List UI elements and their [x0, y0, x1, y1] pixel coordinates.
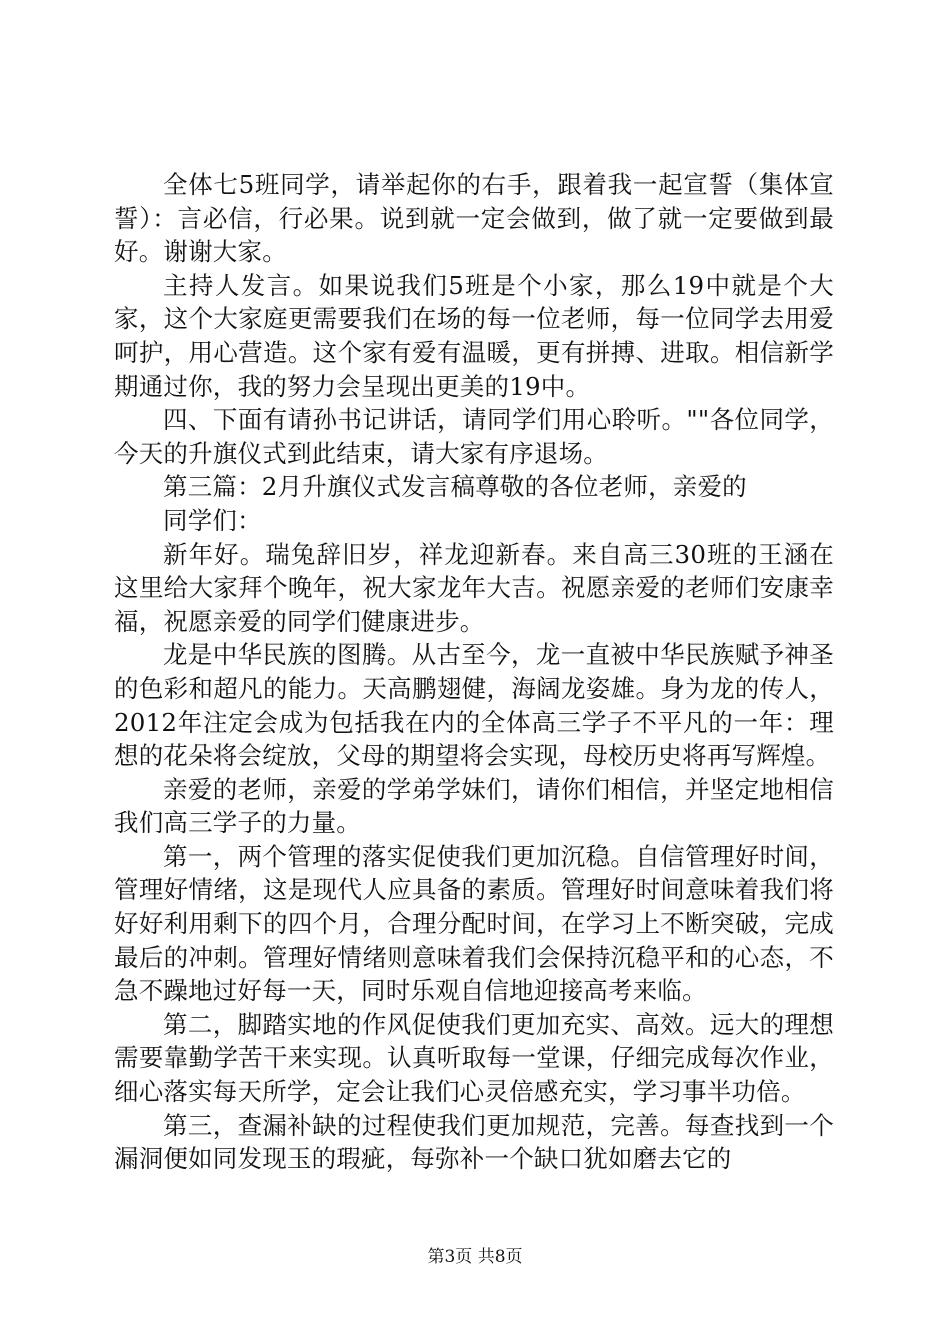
paragraph: 第一，两个管理的落实促使我们更加沉稳。自信管理好时间，管理好情绪，这是现代人应具备的素质。管理好时间意味着我们将好好利用剩下的四个月，合理分配时间，在学习上不断突破，完成最后的冲刺。管理好情绪则意味着我们会保持沉稳平和的心态，不急不躁地过好每一天，同时乐观自信地迎接高考来临。 [114, 841, 834, 1006]
paragraph: 新年好。瑞兔辞旧岁，祥龙迎新春。来自高三30班的王涵在这里给大家拜个晚年，祝大家龙年大吉。祝愿亲爱的老师们安康幸福，祝愿亲爱的同学们健康进步。 [114, 539, 834, 636]
paragraph: 全体七5班同学，请举起你的右手，跟着我一起宣誓（集体宣誓）：言必信，行必果。说到就一定会做到，做了就一定要做到最好。谢谢大家。 [114, 170, 834, 267]
paragraph: 亲爱的老师，亲爱的学弟学妹们，请你们相信，并坚定地相信我们高三学子的力量。 [114, 774, 834, 838]
paragraph: 主持人发言。如果说我们5班是个小家，那么19中就是个大家，这个大家庭更需要我们在场的每一位老师，每一位同学去用爱呵护，用心营造。这个家有爱有温暖，更有拼搏、进取。相信新学期通过你，我的努力会呈现出更美的19中。 [114, 270, 834, 401]
paragraph: 第二，脚踏实地的作风促使我们更加充实、高效。远大的理想需要靠勤学苦干来实现。认真听取每一堂课，仔细完成每次作业，细心落实每天所学，定会让我们心灵倍感充实，学习事半功倍。 [114, 1009, 834, 1107]
body-text [114, 168, 834, 1176]
page-number-label: 第3页 共8页 [427, 1247, 523, 1267]
salutation: 同学们： [163, 505, 262, 535]
paragraph: 龙是中华民族的图腾。从古至今，龙一直被中华民族赋予神圣的色彩和超凡的能力。天高鹏翅健，海阔龙姿雄。身为龙的传人，2012年注定会成为包括我在内的全体高三学子不平凡的一年：理想的花朵将会绽放，父母的期望将会实现，母校历史将再写辉煌。 [114, 640, 834, 771]
paragraph: 四、下面有请孙书记讲话，请同学们用心聆听。""各位同学，今天的升旗仪式到此结束，请大家有序退场。 [114, 405, 834, 468]
page-footer [0, 1246, 950, 1268]
section-heading: 第三篇：2月升旗仪式发言稿尊敬的各位老师，亲爱的 [163, 472, 747, 502]
paragraph: 第三，查漏补缺的过程使我们更加规范，完善。每查找到一个漏洞便如同发现玉的瑕疵，每弥补一个缺口犹如磨去它的 [114, 1110, 834, 1174]
